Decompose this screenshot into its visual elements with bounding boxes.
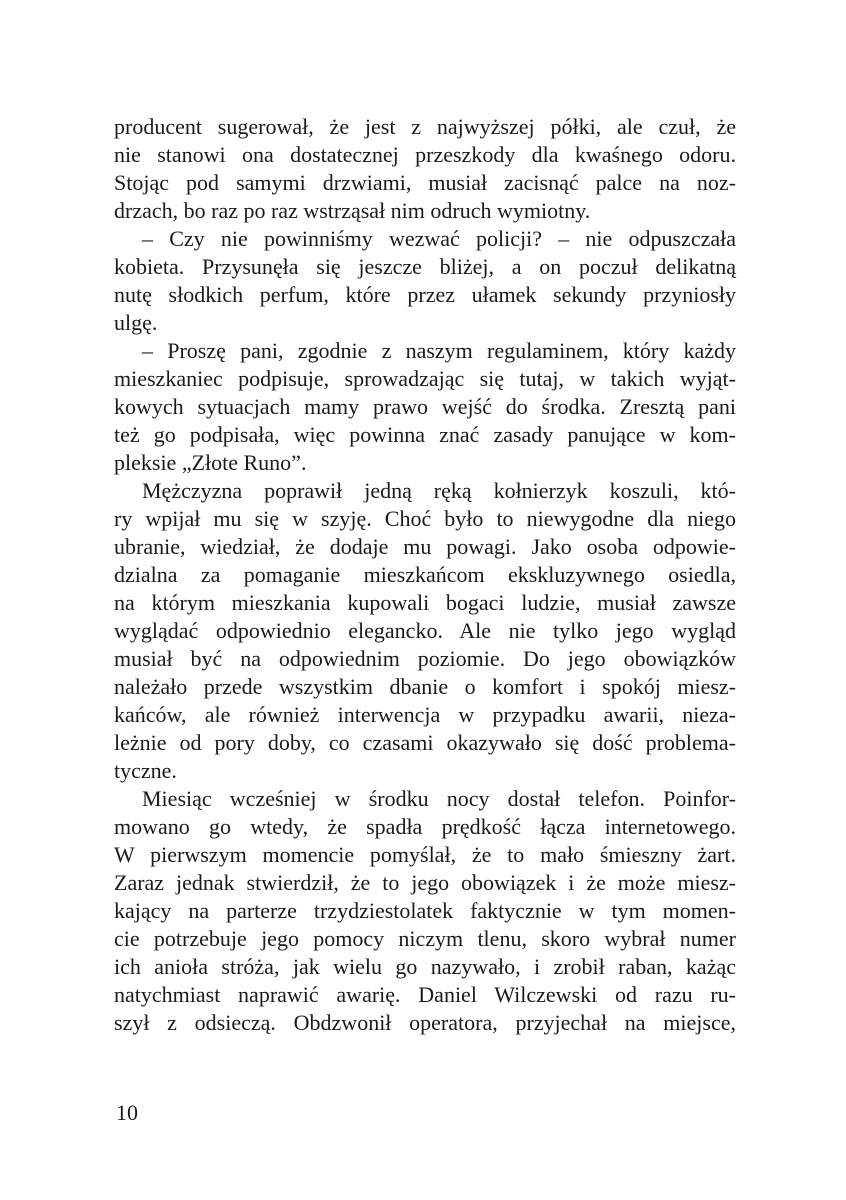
text-line: na którym mieszkania kupowali bogaci ludzie, musiał zawsze [114, 590, 736, 615]
text-line: należało przede wszystkim dbanie o komfort i spokój miesz- [114, 674, 736, 699]
text-line: drzach, bo raz po raz wstrząsał nim odruch wymiotny. [114, 198, 591, 223]
text-line: Stojąc pod samymi drzwiami, musiał zacisnąć palce na noz- [114, 170, 736, 195]
paragraph [114, 337, 736, 477]
text-line: Mężczyzna poprawił jedną ręką kołnierzyk koszuli, któ- [142, 478, 736, 503]
text-line: Zaraz jednak stwierdził, że to jego obowiązek i że może miesz- [114, 870, 736, 895]
paragraph [114, 477, 736, 785]
text-line: leżnie od pory doby, co czasami okazywało się dość problema- [114, 730, 736, 755]
text-line: wyglądać odpowiednio elegancko. Ale nie tylko jego wygląd [114, 618, 736, 643]
text-line: cie potrzebuje jego pomocy niczym tlenu, skoro wybrał numer [114, 926, 736, 951]
text-line: mieszkaniec podpisuje, sprowadzając się tutaj, w takich wyjąt- [114, 366, 736, 391]
text-line: nutę słodkich perfum, które przez ułamek sekundy przyniosły [114, 282, 736, 307]
text-line: kańców, ale również interwencja w przypadku awarii, nieza- [114, 702, 736, 727]
page-number: 10 [116, 1100, 138, 1125]
text-line: też go podpisała, więc powinna znać zasady panujące w kom- [114, 422, 736, 447]
text-line: kowych sytuacjach mamy prawo wejść do środka. Zresztą pani [114, 394, 736, 419]
text-line: dzialna za pomaganie mieszkańcom ekskluzywnego osiedla, [114, 562, 736, 587]
text-line: W pierwszym momencie pomyślał, że to mało śmieszny żart. [114, 842, 736, 867]
text-line: tyczne. [114, 758, 177, 783]
text-line: natychmiast naprawić awarię. Daniel Wilczewski od razu ru- [114, 982, 736, 1007]
page-body [114, 113, 736, 1037]
text-line: ry wpijał mu się w szyję. Choć było to niewygodne dla niego [114, 506, 736, 531]
text-line: Miesiąc wcześniej w środku nocy dostał telefon. Poinfor- [142, 786, 736, 811]
paragraph [114, 113, 736, 225]
text-line: – Czy nie powinniśmy wezwać policji? – nie odpuszczała [142, 226, 736, 251]
text-line: kający na parterze trzydziestolatek faktycznie w tym momen- [114, 898, 736, 923]
paragraph [114, 785, 736, 1037]
text-line: producent sugerował, że jest z najwyższej półki, ale czuł, że [114, 114, 736, 139]
text-line: pleksie „Złote Runo”. [114, 450, 307, 475]
text-line: ulgę. [114, 310, 158, 335]
text-line: – Proszę pani, zgodnie z naszym regulaminem, który każdy [142, 338, 736, 363]
text-line: nie stanowi ona dostatecznej przeszkody dla kwaśnego odoru. [114, 142, 736, 167]
text-line: ich anioła stróża, jak wielu go nazywało, i zrobił raban, każąc [114, 954, 736, 979]
text-line: ubranie, wiedział, że dodaje mu powagi. Jako osoba odpowie- [114, 534, 736, 559]
text-line: musiał być na odpowiednim poziomie. Do jego obowiązków [114, 646, 736, 671]
text-line: mowano go wtedy, że spadła prędkość łącza internetowego. [114, 814, 736, 839]
text-line: kobieta. Przysunęła się jeszcze bliżej, a on poczuł delikatną [114, 254, 736, 279]
paragraph [114, 225, 736, 337]
text-line: szył z odsieczą. Obdzwonił operatora, przyjechał na miejsce, [114, 1010, 736, 1035]
